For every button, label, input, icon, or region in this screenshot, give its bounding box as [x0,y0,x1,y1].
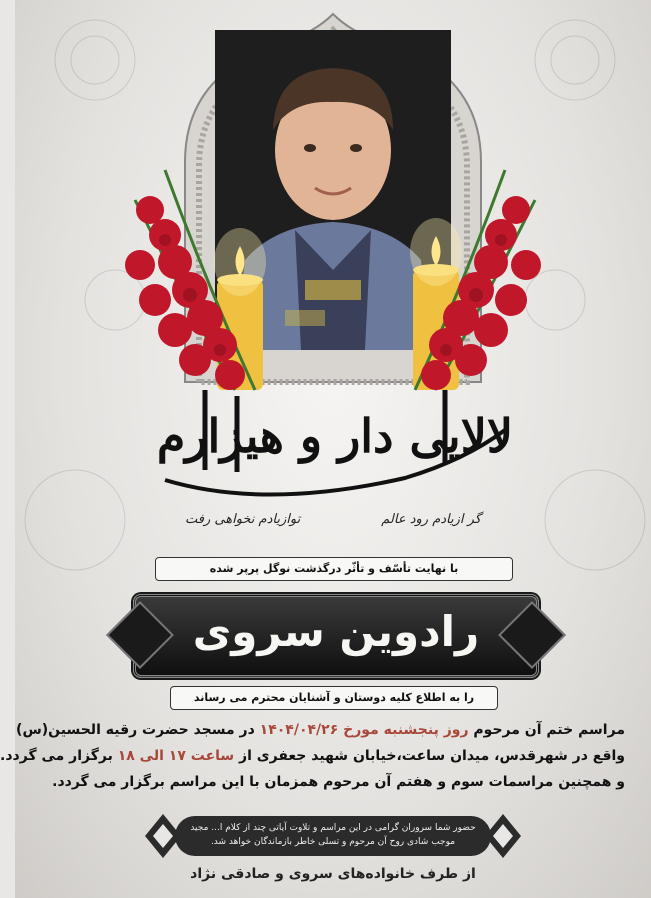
deceased-name: رادوین سروی [192,607,480,656]
note-box [175,816,491,856]
calligraphy-swash [145,360,525,510]
ceremony-line-2 [0,744,625,768]
announcement-ribbon: با نهایت تأسّف و تأثّر درگذشت نوگل پرپر شده [155,557,513,581]
name-plate [133,594,539,678]
right-ornament-icon [483,812,523,860]
ceremony-line-2-a: واقع در شهرقدس، میدان ساعت،خیابان شهید جعفری از [239,748,625,764]
ceremony-line-2-b: برگزار می گردد. [0,748,113,764]
family-footer: از طرف خانواده‌های سروی و صادقی نژاد [190,866,476,882]
calligraphy-title [145,360,525,510]
ceremony-line-1 [16,718,625,742]
ceremony-date: روز پنجشنبه مورخ ۱۴۰۴/۰۴/۲۶ [259,722,469,738]
inform-ribbon: را به اطلاع کلیه دوستان و آشنایان محترم می رساند [170,686,498,710]
calligraphy-text: لالایی دار و هیزارم [156,409,514,463]
gladiolus-flowers-and-candles [15,0,651,420]
ceremony-line-1-a: مراسم ختم آن مرحوم [473,722,625,738]
verse-left: توازیادم نخواهی رفت [185,512,301,527]
ceremony-time: ساعت ۱۷ الی ۱۸ [117,748,235,764]
ceremony-line-3: و همچنین مراسمات سوم و هفتم آن مرحوم همزمان با این مراسم برگزار می گردد. [52,774,625,790]
note-line-2: موجب شادی روح آن مرحوم و تسلی خاطر بازماندگان خواهد شد. [210,837,456,847]
verse-right: گر ازیادم رود عالم [381,512,481,527]
ceremony-line-1-b: در مسجد حضرت رقیه الحسین(س) [16,722,255,738]
note-line-1: حضور شما سروران گرامی در این مراسم و تلاوت آیاتی چند از کلام ا... مجید [190,823,476,833]
